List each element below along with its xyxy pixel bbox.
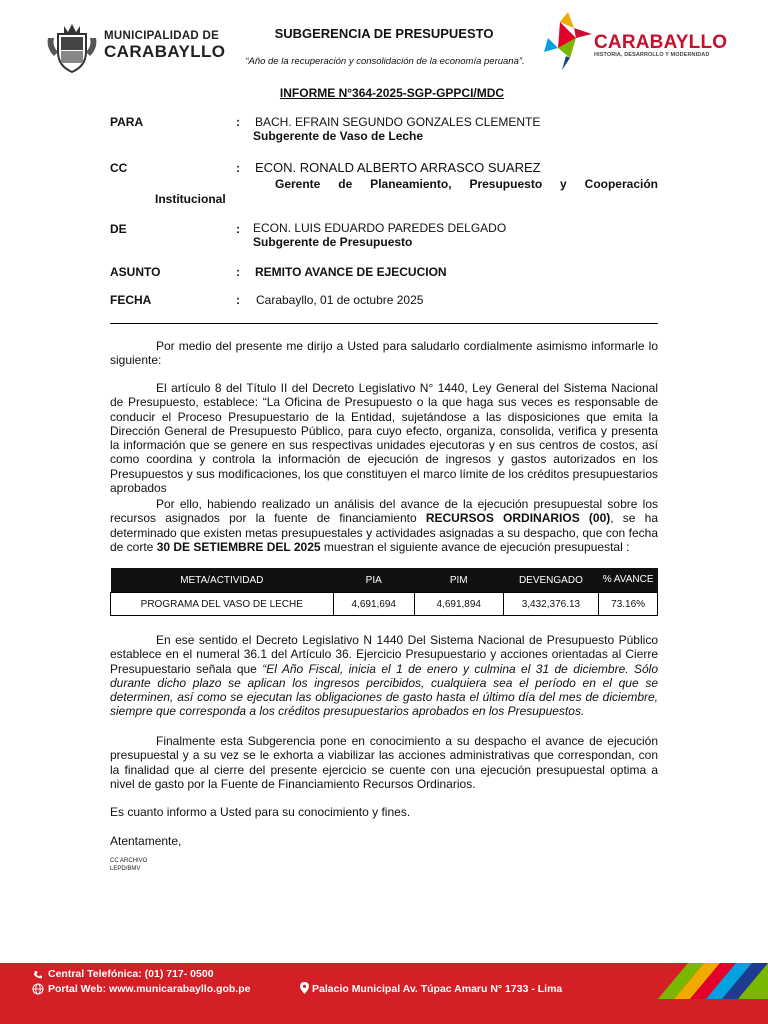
col-devengado: DEVENGADO: [503, 568, 599, 593]
municipal-logo: [44, 18, 224, 74]
paragraph-legal-basis: [110, 633, 658, 719]
footer-web[interactable]: Portal Web: www.municarabayllo.gob.pe: [48, 983, 251, 995]
legal-quote: “El Año Fiscal, inicia el 1 de enero y culmina el 31 de diciembre. Sólo durante dicho plazo se aplican los ingresos percibidos, cualquiera sea el período en el que se determinen, así como se ejecutan las obligaciones de gasto hasta el último día del mes de diciembre, siempre que corresponda a los créditos presupuestarios aprobados en los Presupuestos: [110, 661, 658, 719]
office-title: SUBGERENCIA DE PRESUPUESTO: [274, 26, 494, 41]
carabayllo-brand-logo: [540, 8, 740, 74]
cc-archivo: CC ARCHIVO: [110, 858, 148, 864]
legal-quote-end: .: [580, 704, 585, 719]
col-pim: PIM: [414, 568, 503, 593]
cc-colon: :: [236, 161, 240, 175]
asunto-value: REMITO AVANCE DE EJECUCION: [255, 265, 447, 279]
cc-role-line2: Institucional: [155, 192, 226, 206]
cc-label: CC: [110, 161, 128, 175]
cell-devengado: 3,432,376.13: [503, 593, 599, 616]
cell-pim: 4,691,894: [414, 593, 503, 616]
footer-bar: [0, 963, 768, 1024]
analysis-text-1: Por ello, habiendo realizado un análisis del avance de la ejecución presupuestal sobre los recursos asignados por la fuente de financiamiento: [110, 497, 658, 526]
location-pin-icon: [300, 982, 309, 994]
de-colon: :: [236, 222, 240, 236]
de-name: ECON. LUIS EDUARDO PAREDES DELGADO: [253, 221, 507, 235]
coat-of-arms-icon: [44, 18, 100, 74]
fecha-value: Carabayllo, 01 de octubre 2025: [256, 293, 424, 307]
analysis-text-2: , se ha determinado que existen metas presupuestales y actividades asignadas a su despacho, que con fecha de corte: [110, 511, 658, 554]
year-motto: “Año de la recuperación y consolidación de la economía peruana”.: [245, 56, 525, 67]
asunto-colon: :: [236, 265, 240, 279]
cc-name: ECON. RONALD ALBERTO ARRASCO SUAREZ: [255, 160, 541, 175]
globe-icon: [32, 983, 44, 995]
paragraph-intro: Por medio del presente me dirijo a Usted para saludarlo cordialmente asimismo informarle lo siguiente:: [110, 339, 658, 368]
analysis-text-3: muestran el siguiente avance de ejecución presupuestal :: [320, 539, 630, 554]
sign-off: Atentamente,: [110, 834, 182, 848]
brand-wordmark: CARABAYLLO: [594, 32, 728, 53]
decorative-stripes: [658, 963, 768, 999]
hummingbird-icon: [540, 8, 596, 74]
funding-source: RECURSOS ORDINARIOS (00): [425, 511, 611, 526]
paragraph-conclusion: Finalmente esta Subgerencia pone en conocimiento a su despacho el avance de ejecución presupuestal y a su vez se le exhorta a viabilizar las acciones administrativas que correspondan, con la finalidad que al cierre del presente ejercicio se cuente con una ejecución presupuestal optima a nivel de gasto por la Fuente de Financiamiento Recursos Ordinarios.: [110, 734, 658, 791]
phone-icon: [33, 970, 43, 980]
para-label: PARA: [110, 115, 144, 129]
logo-line-1: MUNICIPALIDAD DE: [104, 30, 220, 42]
brand-tagline: HISTORIA, DESARROLLO Y MODERNIDAD: [594, 52, 710, 58]
de-label: DE: [110, 222, 127, 236]
para-role: Subgerente de Vaso de Leche: [253, 129, 424, 143]
table-row: [111, 593, 658, 616]
report-title: INFORME N°364-2025-SGP-GPPCI/MDC: [279, 86, 505, 100]
logo-line-2: CARABAYLLO: [104, 42, 226, 61]
col-avance: % AVANCE: [599, 568, 658, 593]
paragraph-analysis: [110, 497, 658, 554]
de-role: Subgerente de Presupuesto: [253, 235, 413, 249]
cc-role-line1: Gerente de Planeamiento, Presupuesto y Cooperación: [275, 177, 658, 191]
budget-table: [110, 568, 658, 616]
col-pia: PIA: [333, 568, 414, 593]
footer-phone: Central Telefónica: (01) 717- 0500: [48, 968, 214, 980]
para-colon: :: [236, 115, 240, 129]
fecha-label: FECHA: [110, 293, 152, 307]
cell-meta: PROGRAMA DEL VASO DE LECHE: [111, 593, 334, 616]
table-header-row: [111, 568, 658, 593]
legal-text: En ese sentido el Decreto Legislativo N 1440 Del Sistema Nacional de Presupuesto Público establece en el numeral 36.1 del Artículo 36. Ejercicio Presupuestario y acciones orientadas al Cierre Presupuestario señala que: [110, 633, 658, 676]
cell-pia: 4,691,694: [333, 593, 414, 616]
cutoff-date: 30 DE SETIEMBRE DEL 2025: [156, 539, 321, 554]
initials: LEPD/BMV: [110, 866, 141, 872]
col-meta: META/ACTIVIDAD: [111, 568, 334, 593]
cell-avance: 73.16%: [599, 593, 658, 616]
fecha-colon: :: [236, 293, 240, 307]
footer-address: Palacio Municipal Av. Túpac Amaru N° 1733 - Lima: [312, 983, 563, 995]
paragraph-article-8: El artículo 8 del Título II del Decreto Legislativo N° 1440, Ley General del Sistema Nacional de Presupuesto, establece: “La Oficina de Presupuesto o la que haga sus veces es responsable de conducir el Proceso Presupuestario de la Entidad, sujetándose a las disposiciones que emita la Dirección General de Presupuesto Público, para cuyo efecto, organiza, consolida, verifica y presenta la información que se genere en sus respectivas unidades ejecutoras y en sus centros de costos, así como coordina y controla la información de ejecución de ingresos y gastos autorizados en los Presupuestos y sus modificaciones, los que constituyen el marco límite de los créditos presupuestarios aprobados: [110, 381, 658, 496]
header-divider: [110, 323, 658, 324]
para-name: BACH. EFRAIN SEGUNDO GONZALES CLEMENTE: [255, 115, 541, 129]
closing-line: Es cuanto informo a Usted para su conocimiento y fines.: [110, 805, 411, 819]
asunto-label: ASUNTO: [110, 265, 161, 279]
